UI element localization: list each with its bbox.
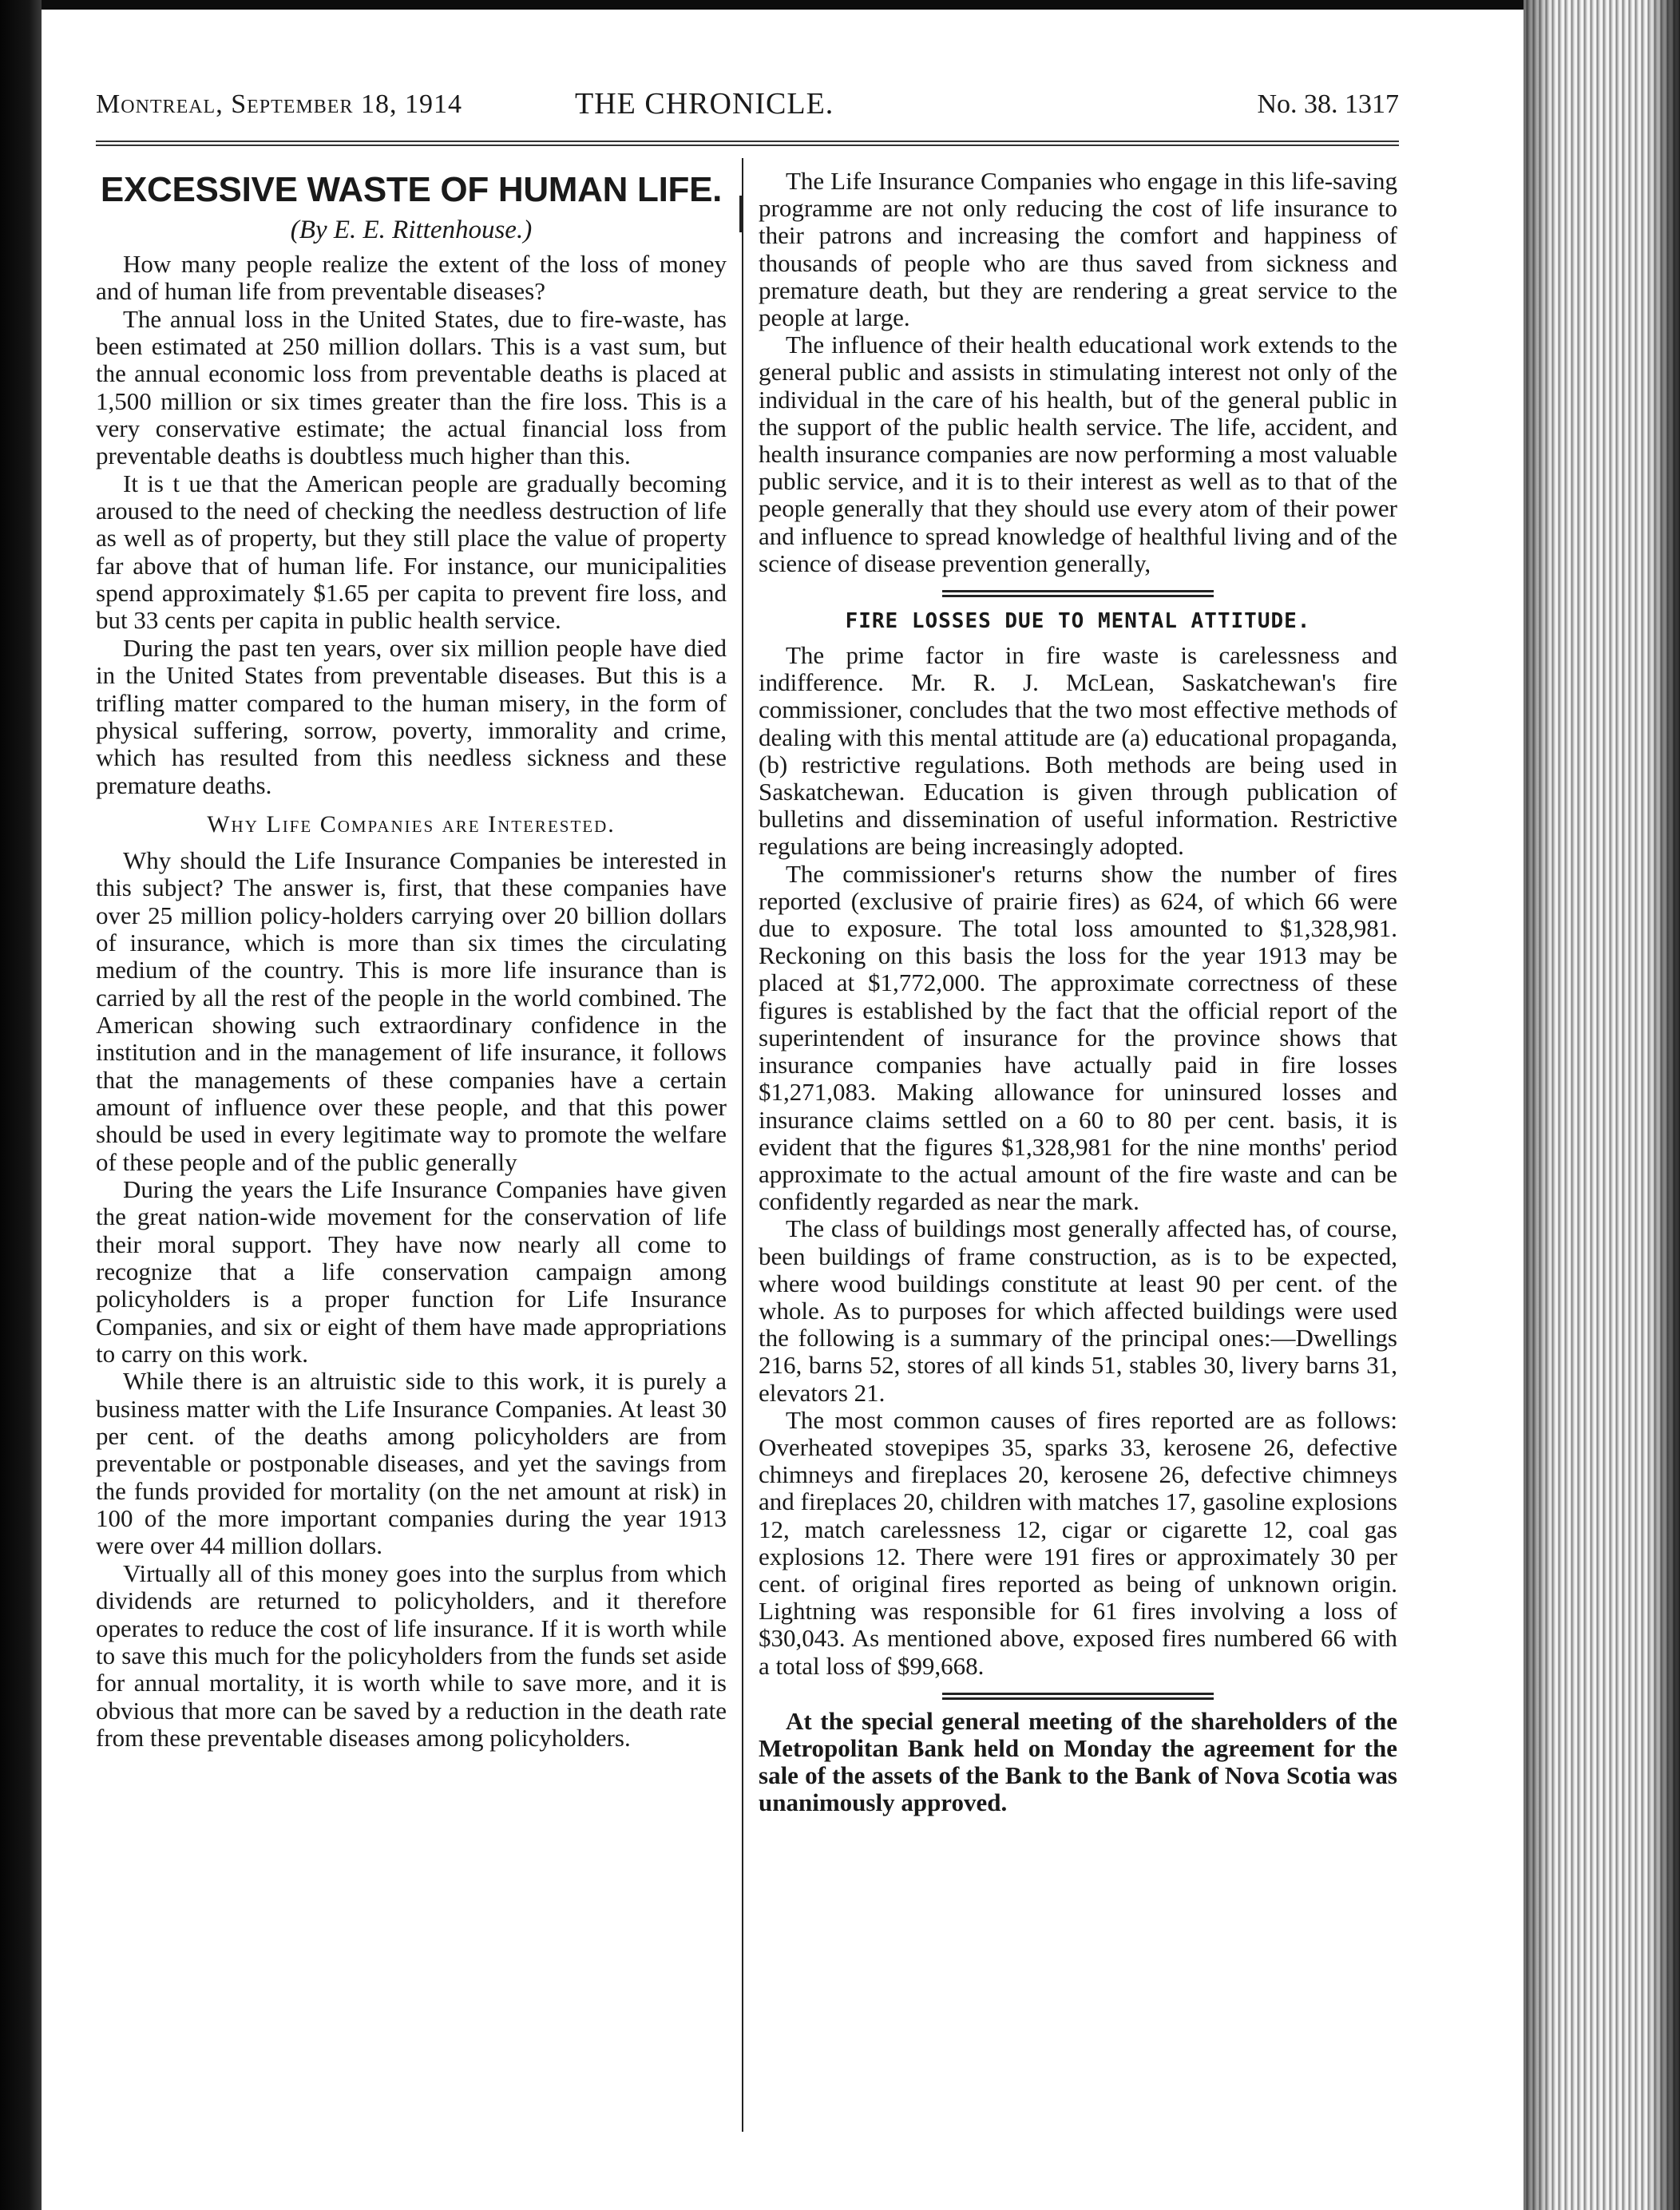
article-paragraph: During the past ten years, over six million people have died in the United States from preventable diseases. But this is a trifling matter compared to the human misery, in the form of physical suffering, sorrow, poverty, immorality and crime, which has resulted from this needless sickness and these premature deaths.	[96, 633, 727, 799]
article-paragraph: How many people realize the extent of the loss of money and of human life from preventable diseases?	[96, 250, 727, 306]
article-title: EXCESSIVE WASTE OF HUMAN LIFE.	[100, 170, 723, 209]
article-paragraph: During the years the Life Insurance Companies have given the great nation-wide movement for the conservation of life their moral support. They have now nearly all come to recognize that a life conservation campaign among policyholders is a proper function for Life Insurance Companies, and six or eight of them have made appropriations to carry on this work.	[96, 1175, 727, 1368]
article-paragraph: The annual loss in the United States, due to fire-waste, has been estimated at 250 million dollars. This is a vast sum, but the annual economic loss from preventable deaths is placed at 1,500 million or six times greater than the fire loss. This is a very conservative estimate; the actual financial loss from preventable deaths is doubtless much higher than this.	[96, 304, 727, 470]
right-column	[759, 168, 1397, 1817]
article-paragraph: It is t ue that the American people are gradually becoming aroused to the need of checking the needless destruction of life as well as of property, but they still place the value of property far above that of human life. For instance, our municipalities spend approximately $1.65 per capita to prevent fire loss, and but 33 cents per capita in public health service.	[96, 469, 727, 635]
article-paragraph: Virtually all of this money goes into the surplus from which dividends are returned to policyholders, and it therefore operates to reduce the cost of life insurance. If it is worth while to save this much for the policyholders from the funds set aside for annual mortality, it is worth while to save more, and it is obvious that more can be saved by a reduction in the death rate from these preventable diseases among policyholders.	[96, 1558, 727, 1752]
running-head	[96, 86, 1399, 131]
section-divider	[942, 1693, 1214, 1700]
left-column	[96, 168, 727, 1752]
article-byline: (By E. E. Rittenhouse.)	[290, 216, 533, 244]
header-rule	[96, 141, 1399, 146]
header-publication-title: THE CHRONICLE.	[575, 87, 834, 121]
article-paragraph: While there is an altruistic side to this work, it is purely a business matter with the Life Insurance Companies. At least 30 per cent. of the deaths among policyholders are from preventable or postponable diseases, and yet the savings from the funds provided for mortality (on the net amount at risk) in 100 of the more important companies during the year 1913 were over 44 million dollars.	[96, 1367, 727, 1560]
news-notice-paragraph: At the special general meeting of the shareholders of the Metropolitan Bank held on Monday the agreement for the sale of the assets of the Bank to the Bank of Nova Scotia was unanimously approved.	[759, 1706, 1397, 1817]
article-subheading: Why Life Companies are Interested.	[207, 810, 616, 838]
section-paragraph: The prime factor in fire waste is carelessness and indifference. Mr. R. J. McLean, Saskatchewan's fire commissioner, concludes that the two most effective methods of dealing with this mental attitude are (a) educational propaganda, (b) restrictive regulations. Both methods are being used in Saskatchewan. Education is given through publication of bulletins and dissemination of useful information. Restrictive regulations are being increasingly adopted.	[759, 641, 1397, 861]
section-paragraph: The most common causes of fires reported are as follows: Overheated stovepipes 35, sparks 33, kerosene 26, defective chimneys and fireplaces 20, kerosene 26, defective chimneys and fireplaces 20, children with matches 17, gasoline explosions 12, match carelessness 12, cigar or cigarette 12, coal gas explosions 12. There were 191 fires or approximately 30 per cent. of original fires reported as being of unknown origin. Lightning was responsible for 61 fires involving a loss of $30,043. As mentioned above, exposed fires numbered 66 with a total loss of $99,668.	[759, 1405, 1397, 1680]
section-divider	[942, 590, 1214, 597]
scan-left-border	[0, 0, 42, 2210]
section-title: FIRE LOSSES DUE TO MENTAL ATTITUDE.	[845, 609, 1311, 634]
article-paragraph: The Life Insurance Companies who engage in this life-saving programme are not only reducing the cost of life insurance to their patrons and increasing the comfort and happiness of thousands of people who are thus saved from sickness and premature death, but they are rendering a great service to the people at large.	[759, 167, 1397, 332]
article-paragraph: Why should the Life Insurance Companies be interested in this subject? The answer is, first, that these companies have over 25 million policy-holders carrying over 20 billion dollars of insurance, which is more than six times the circulating medium of the country. This is more life insurance than is carried by all the rest of the people in the world combined. The American showing such extraordinary confidence in the institution and in the management of life insurance, it follows that the managements of these companies have a certain amount of influence over these people, and that this power should be used in every legitimate way to promote the welfare of these people and of the public generally	[96, 846, 727, 1176]
scan-top-border	[0, 0, 1680, 10]
column-divider-tick	[739, 196, 742, 232]
book-page-edges	[1523, 0, 1680, 2210]
header-date: Montreal, September 18, 1914	[96, 89, 462, 119]
column-divider	[742, 158, 743, 2132]
article-paragraph: The influence of their health educational work extends to the general public and assists in stimulating interest not only of the individual in the care of his health, but of the general public in the support of the public health service. The life, accident, and health insurance companies are now performing a most valuable public service, and it is to their interest as well as to that of the people generally that they should use every atom of their power and influence to spread knowledge of healthful living and of the science of disease prevention generally,	[759, 331, 1397, 577]
section-paragraph: The class of buildings most generally affected has, of course, been buildings of frame construction, as is to be expected, where wood buildings constitute at least 90 per cent. of the whole. As to purposes for which affected buildings were used the following is a summary of the principal ones:—Dwellings 216, barns 52, stores of all kinds 51, stables 30, livery barns 31, elevators 21.	[759, 1214, 1397, 1407]
section-paragraph: The commissioner's returns show the number of fires reported (exclusive of prairie fires) as 624, of which 66 were due to exposure. The total loss amounted to $1,328,981. Reckoning on this basis the loss for the year 1913 may be placed at $1,772,000. The approximate correctness of these figures is established by the fact that the official report of the superintendent of insurance for the province shows that insurance companies have actually paid in fire losses $1,271,083. Making allowance for uninsured losses and insurance claims settled on a 60 to 80 per cent. basis, it is evident that the figures $1,328,981 for the nine months' period approximate to the actual amount of the fire waste and can be confidently regarded as near the mark.	[759, 859, 1397, 1216]
header-issue-page: No. 38. 1317	[1257, 89, 1399, 119]
